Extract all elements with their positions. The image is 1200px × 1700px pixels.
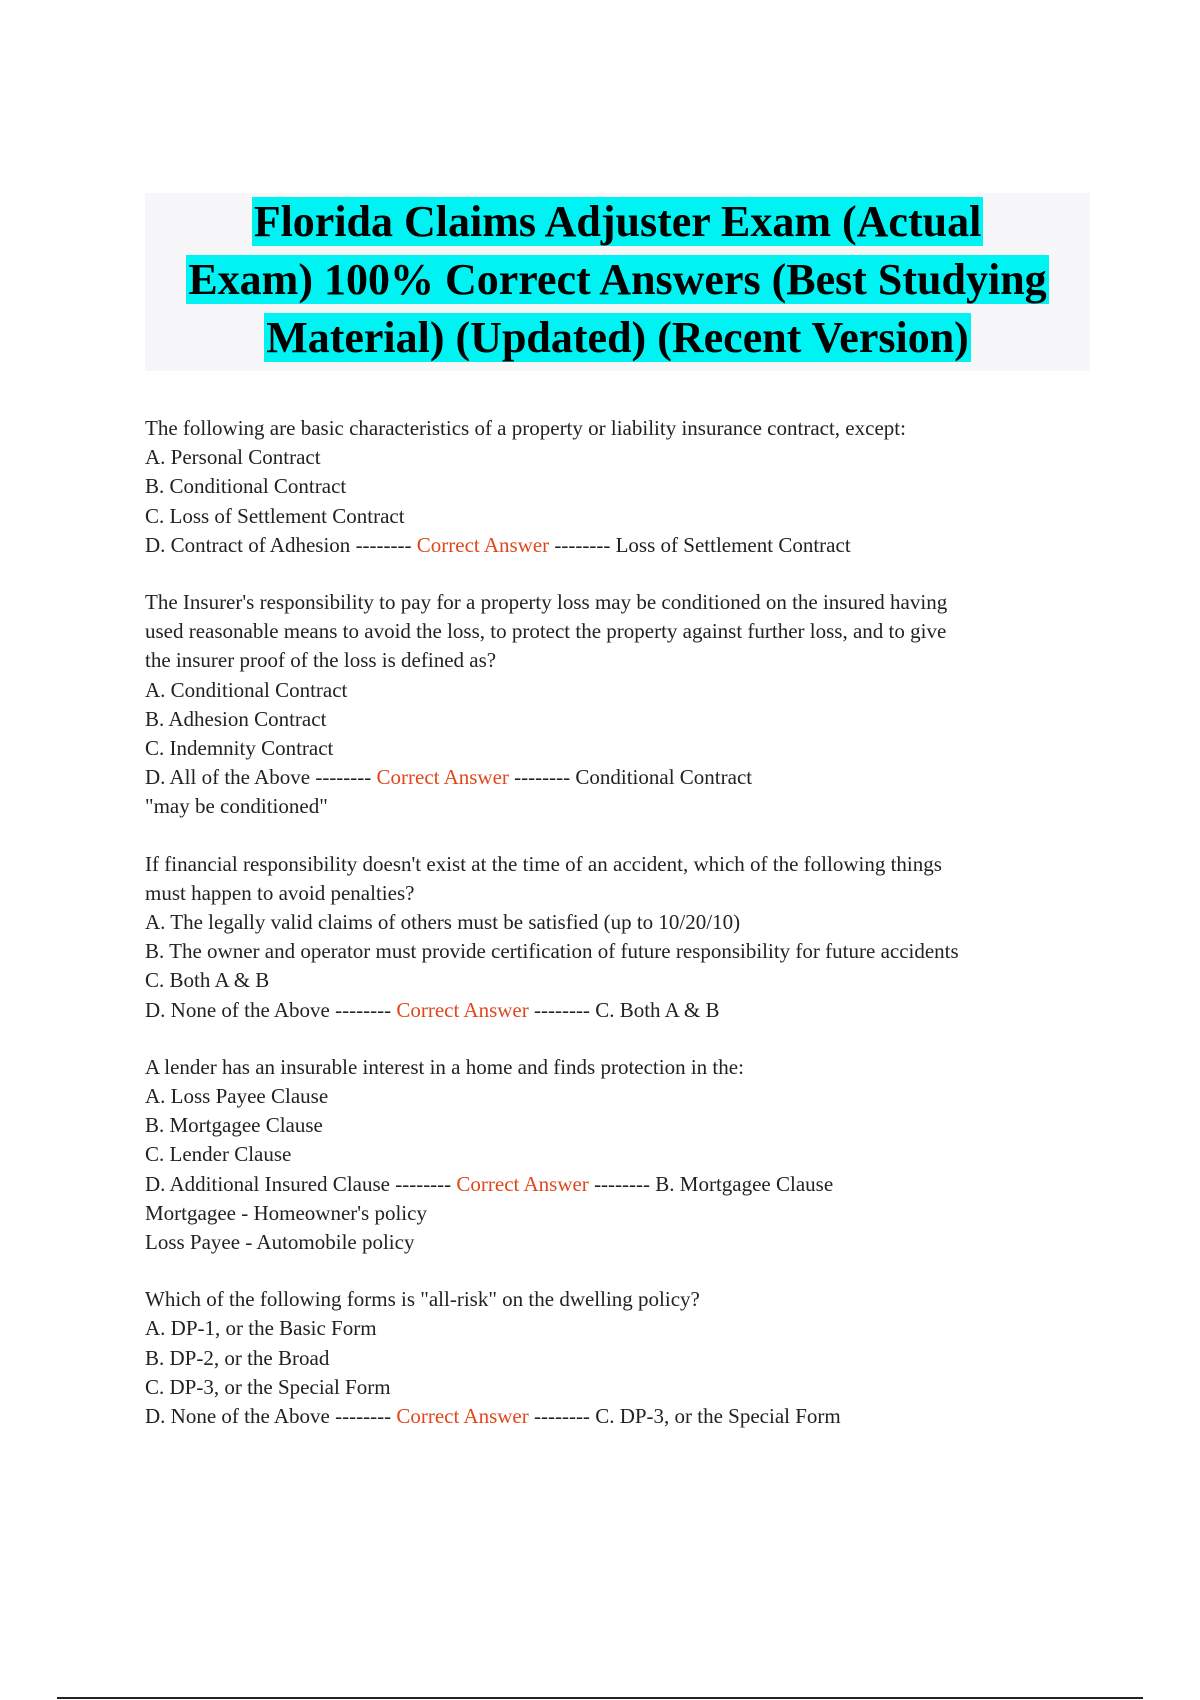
answer-line [145,763,1090,792]
correct-answer-label: Correct Answer [396,1404,529,1429]
correct-answer-label: Correct Answer [376,765,509,790]
answer-option: B. DP-2, or the Broad [145,1345,330,1370]
answer-option: B. Adhesion Contract [145,706,327,731]
answer-option: A. Conditional Contract [145,677,348,702]
correct-answer-label: Correct Answer [416,532,550,557]
answer-option: A. DP-1, or the Basic Form [145,1316,377,1341]
question-list [145,414,1090,1459]
separator: -------- [533,997,590,1022]
answer-option: C. Lender Clause [145,1142,292,1167]
correct-answer-text: B. Mortgagee Clause [655,1171,834,1196]
answer-line [145,1170,1090,1199]
answer-option: D. Contract of Adhesion [145,532,351,557]
separator: -------- [533,1404,590,1429]
answer-option: B. Mortgagee Clause [145,1113,323,1138]
answer-option: C. DP-3, or the Special Form [145,1374,391,1399]
correct-answer-label: Correct Answer [396,997,529,1022]
separator: -------- [514,765,571,790]
separator: -------- [335,1404,392,1429]
question-prompt: The following are basic characteristics of a property or liability insurance contract, except: [145,416,906,440]
question-prompt: used reasonable means to avoid the loss, to protect the property against further loss, and to give [145,619,947,644]
separator: -------- [335,997,392,1022]
document-title [145,193,1090,371]
question-prompt: must happen to avoid penalties? [145,880,415,905]
answer-option: C. Both A & B [145,968,270,993]
answer-line [145,996,1090,1025]
question-prompt: Which of the following forms is "all-risk" on the dwelling policy? [145,1287,700,1312]
correct-answer-text: C. DP-3, or the Special Form [595,1404,841,1429]
separator: -------- [355,532,412,557]
answer-option: A. Personal Contract [145,445,321,470]
answer-line [145,531,1090,560]
question-block [145,1053,1090,1257]
separator: -------- [594,1171,651,1196]
answer-option: D. All of the Above [145,765,311,790]
answer-option: C. Loss of Settlement Contract [145,503,405,528]
title-line: Material) (Updated) (Recent Version) [266,313,969,362]
title-line: Florida Claims Adjuster Exam (Actual [253,197,982,246]
footer-divider [57,1697,1143,1699]
question-prompt: If financial responsibility doesn't exist at the time of an accident, which of the following things [145,851,942,876]
correct-answer-text: Loss of Settlement Contract [615,532,851,557]
answer-note: Loss Payee - Automobile policy [145,1230,415,1255]
question-prompt: the insurer proof of the loss is defined as? [145,648,497,673]
answer-option: D. None of the Above [145,997,330,1022]
question-block [145,850,1090,1025]
separator: -------- [395,1171,452,1196]
correct-answer-text: C. Both A & B [595,997,720,1022]
answer-option: B. Conditional Contract [145,474,347,499]
question-block [145,414,1090,560]
correct-answer-text: Conditional Contract [575,765,753,790]
question-block [145,588,1090,822]
answer-option: A. The legally valid claims of others must be satisfied (up to 10/20/10) [145,910,741,935]
answer-option: B. The owner and operator must provide certification of future responsibility for future accidents [145,939,959,964]
separator: -------- [554,532,611,557]
correct-answer-label: Correct Answer [456,1171,589,1196]
answer-option: D. None of the Above [145,1404,330,1429]
answer-note: Mortgagee - Homeowner's policy [145,1200,427,1225]
answer-option: D. Additional Insured Clause [145,1171,390,1196]
answer-note: "may be conditioned" [145,794,328,819]
answer-line [145,1402,1090,1431]
question-prompt: The Insurer's responsibility to pay for a property loss may be conditioned on the insured having [145,590,948,615]
answer-option: C. Indemnity Contract [145,736,334,761]
title-line: Exam) 100% Correct Answers (Best Studying [188,255,1047,304]
separator: -------- [315,765,372,790]
question-prompt: A lender has an insurable interest in a home and finds protection in the: [145,1054,744,1079]
answer-option: A. Loss Payee Clause [145,1084,329,1109]
question-block [145,1285,1090,1431]
